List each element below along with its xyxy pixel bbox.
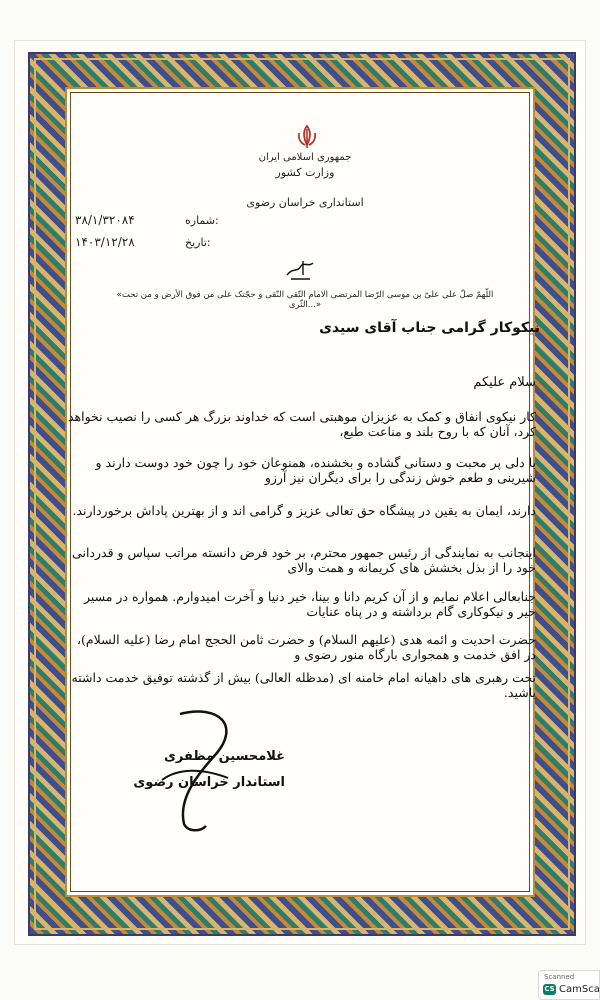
greeting-line: سلام علیکم bbox=[473, 375, 536, 390]
scanned-label: Scanned bbox=[544, 973, 575, 981]
date-label: تاریخ: bbox=[185, 236, 211, 249]
ministry-header: وزارت کشور bbox=[275, 166, 335, 179]
scanner-brand: CamSca bbox=[559, 984, 600, 995]
letter-date: ۱۴۰۳/۱۲/۲۸ bbox=[75, 235, 135, 249]
letter-line-4: اینجانب به نمایندگی از رئیس جمهور محترم، بر خود فرض دانسته مراتب سپاس و قدردانی خود را از بذل بخشش های کریمانه و همت والای bbox=[72, 545, 536, 575]
letter-line-6: حضرت احدیت و ائمه هدی (علیهم السلام) و حضرت ثامن الحجج امام رضا (علیه السلام)، در افق خدمت و همجواری بارگاه منور رضوی و bbox=[77, 632, 536, 662]
letter-line-3: دارند، ایمان به یقین در پیشگاه حق تعالی عزیز و گرامی اند و از بهترین پاداش برخوردارند. bbox=[72, 503, 536, 518]
addressee-line: نیکوکار گرامی جناب آقای سیدی bbox=[319, 320, 540, 336]
prayer-line: «اللّهمّ صلّ علی علیّ بن موسی الرّضا المرتضی الامام التّقی النّقی و حجّتک علی من فوق الأرض و من تحت الثّری...» bbox=[116, 290, 494, 310]
country-header: جمهوری اسلامی ایران bbox=[258, 152, 352, 163]
letter-line-1: کار نیکوی انفاق و کمک به عزیزان موهبتی است که خداوند بزرگ هر کسی را نصیب نخواهد کرد، آنان که با روح بلند و مناعت طبع، bbox=[67, 409, 536, 439]
letter-number: ۳۸/۱/۳۲۰۸۴ bbox=[75, 213, 135, 227]
signatory-title: استاندار خراسان رضوی bbox=[133, 775, 285, 790]
governorate-header: استانداری خراسان رضوی bbox=[246, 196, 364, 209]
number-label: شماره: bbox=[185, 214, 219, 227]
iran-emblem-icon bbox=[293, 123, 321, 151]
letter-line-5: جنابعالی اعلام نمایم و از آن کریم دانا و بینا، خیر دنیا و آخرت امیدوارم. همواره در مسیر خیر و نیکوکاری گام برداشته و در پناه عنایات bbox=[83, 589, 536, 619]
signatory-name: غلامحسین مظفری bbox=[164, 749, 285, 764]
basmala-calligraphy-icon bbox=[285, 257, 315, 283]
letter-line-2: با دلی پر محبت و دستانی گشاده و بخشنده، همنوعان خود را چون خود دوست دارند و شیرینی و طعم خوش زندگی را برای دیگران نیز آرزو bbox=[95, 455, 536, 485]
letter-line-7: تحت رهبری های داهیانه امام خامنه ای (مدظله العالی) بیش از گذشته توفیق خدمت داشته باشید. bbox=[71, 670, 536, 700]
handwritten-signature bbox=[120, 706, 270, 836]
scanner-watermark bbox=[538, 970, 600, 1000]
camscanner-logo-icon: CS bbox=[544, 985, 555, 993]
